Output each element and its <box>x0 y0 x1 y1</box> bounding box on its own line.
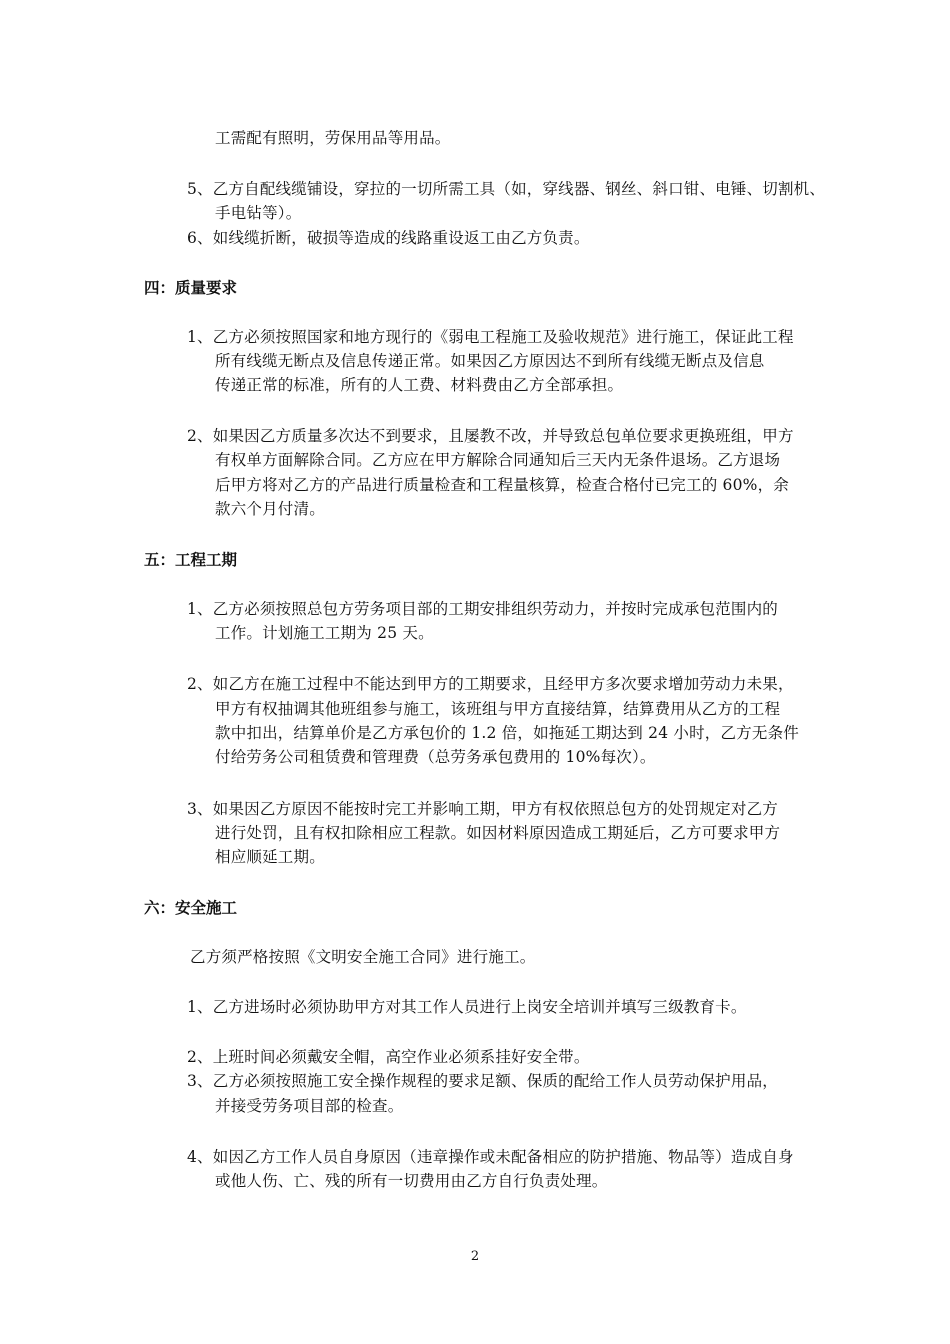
text-line: 后甲方将对乙方的产品进行质量检查和工程量核算，检查合格付已完工的 60%，余 <box>215 476 789 494</box>
list-item-5: 5、乙方自配线缆铺设，穿拉的一切所需工具（如，穿线器、钢丝、斜口钳、电锤、切割机、 <box>187 180 826 198</box>
list-item-6: 6、如线缆折断，破损等造成的线路重设返工由乙方负责。 <box>187 229 590 247</box>
page-number: 2 <box>470 1249 480 1264</box>
text-line: 款六个月付清。 <box>215 500 325 518</box>
list-item-2: 2、如乙方在施工过程中不能达到甲方的工期要求，且经甲方多次要求增加劳动力未果， <box>187 675 794 693</box>
section-heading-schedule: 五：工程工期 <box>144 550 238 569</box>
section-heading-quality: 四：质量要求 <box>144 278 238 297</box>
text-line: 进行处罚，且有权扣除相应工程款。如因材料原因造成工期延后，乙方可要求甲方 <box>215 824 781 842</box>
text-line: 款中扣出，结算单价是乙方承包价的 1.2 倍，如拖延工期达到 24 小时，乙方无条件 <box>215 724 799 742</box>
list-item-4: 4、如因乙方工作人员自身原因（违章操作或未配备相应的防护措施、物品等）造成自身 <box>187 1148 794 1166</box>
list-item-1: 1、乙方进场时必须协助甲方对其工作人员进行上岗安全培训并填写三级教育卡。 <box>187 998 747 1016</box>
text-line: 工需配有照明，劳保用品等用品。 <box>215 129 451 147</box>
text-line: 相应顺延工期。 <box>215 848 325 866</box>
section-heading-safety: 六：安全施工 <box>144 898 238 917</box>
text-line: 传递正常的标准，所有的人工费、材料费由乙方全部承担。 <box>215 376 624 394</box>
text-line: 工作。计划施工工期为 25 天。 <box>215 624 434 642</box>
text-line: 甲方有权抽调其他班组参与施工，该班组与甲方直接结算，结算费用从乙方的工程 <box>215 700 781 718</box>
list-item-2: 2、如果因乙方质量多次达不到要求，且屡教不改，并导致总包单位要求更换班组，甲方 <box>187 427 794 445</box>
text-line: 所有线缆无断点及信息传递正常。如果因乙方原因达不到所有线缆无断点及信息 <box>215 352 765 370</box>
list-item-3: 3、如果因乙方原因不能按时完工并影响工期，甲方有权依照总包方的处罚规定对乙方 <box>187 800 778 818</box>
text-line: 或他人伤、亡、残的所有一切费用由乙方自行负责处理。 <box>215 1172 608 1190</box>
text-line: 有权单方面解除合同。乙方应在甲方解除合同通知后三天内无条件退场。乙方退场 <box>215 451 781 469</box>
list-item-1: 1、乙方必须按照总包方劳务项目部的工期安排组织劳动力，并按时完成承包范围内的 <box>187 600 778 618</box>
list-item-2: 2、上班时间必须戴安全帽，高空作业必须系挂好安全带。 <box>187 1048 590 1066</box>
list-item-3: 3、乙方必须按照施工安全操作规程的要求足额、保质的配给工作人员劳动保护用品， <box>187 1072 778 1090</box>
text-line: 手电钻等）。 <box>215 204 302 222</box>
intro-paragraph: 乙方须严格按照《文明安全施工合同》进行施工。 <box>190 948 536 966</box>
text-line: 并接受劳务项目部的检查。 <box>215 1097 404 1115</box>
list-item-1: 1、乙方必须按照国家和地方现行的《弱电工程施工及验收规范》进行施工，保证此工程 <box>187 328 794 346</box>
text-line: 付给劳务公司租赁费和管理费（总劳务承包费用的 10%每次）。 <box>215 748 656 766</box>
